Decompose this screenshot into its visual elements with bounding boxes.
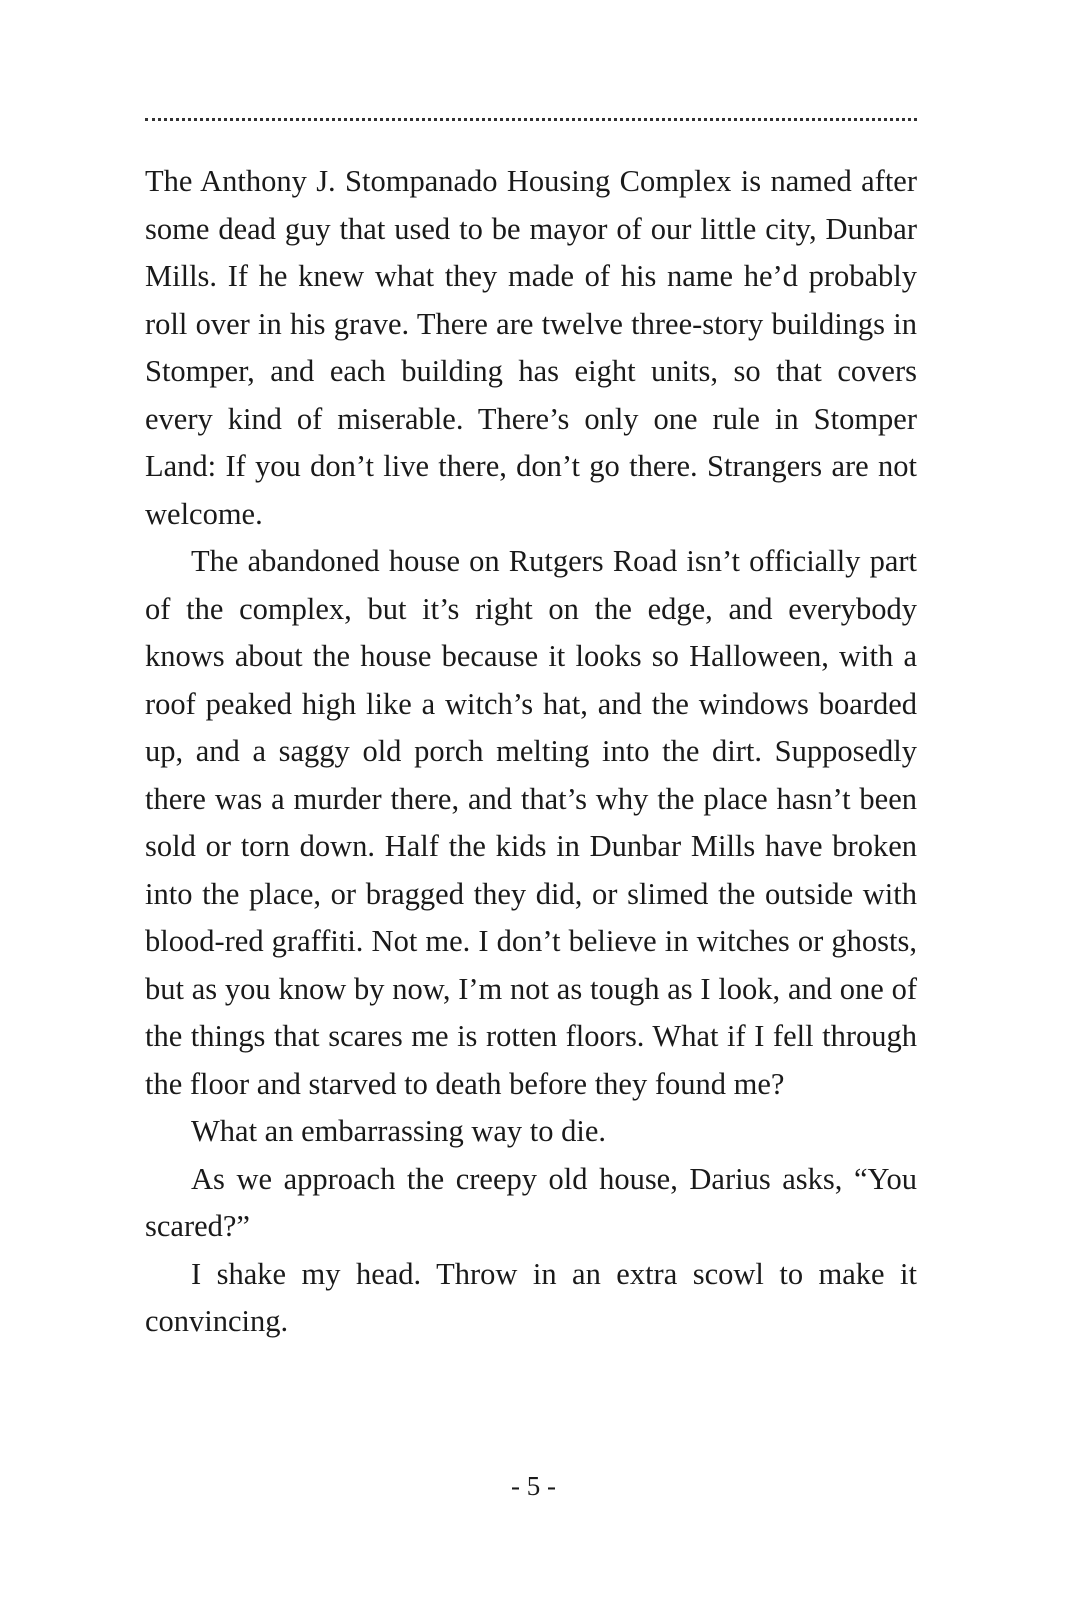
paragraph-2: The abandoned house on Rutgers Road isn’t officially part of the complex, but it’s right on the edge, and everybody knows about the house because it looks so Halloween, with a roof peaked high like a witch’s hat, and the windows boarded up, and a saggy old porch melting into the dirt. Supposedly there was a murder there, and that’s why the place hasn’t been sold or torn down. Half the kids in Dunbar Mills have broken into the place, or bragged they did, or slimed the outside with blood-red graffiti. Not me. I don’t believe in witches or ghosts, but as you know by now, I’m not as tough as I look, and one of the things that scares me is rotten floors. What if I fell through the floor and starved to death before they found me?	[145, 544, 917, 1101]
paragraph-5: I shake my head. Throw in an extra scowl to make it convincing.	[145, 1256, 917, 1338]
paragraph-3: What an embarrassing way to die.	[191, 1114, 606, 1148]
body-text	[145, 158, 917, 1346]
paragraph-4: As we approach the creepy old house, Darius asks, “You scared?”	[145, 1161, 917, 1243]
dotted-separator	[145, 118, 917, 121]
page-number: - 5 -	[511, 1471, 556, 1501]
paragraph-1: The Anthony J. Stompanado Housing Complex is named after some dead guy that used to be mayor of our little city, Dunbar Mills. If he knew what they made of his name he’d probably roll over in his grave. There are twelve three-story buildings in Stomper, and each building has eight units, so that covers every kind of miserable. There’s only one rule in Stomper Land: If you don’t live there, don’t go there. Strangers are not welcome.	[145, 164, 917, 531]
